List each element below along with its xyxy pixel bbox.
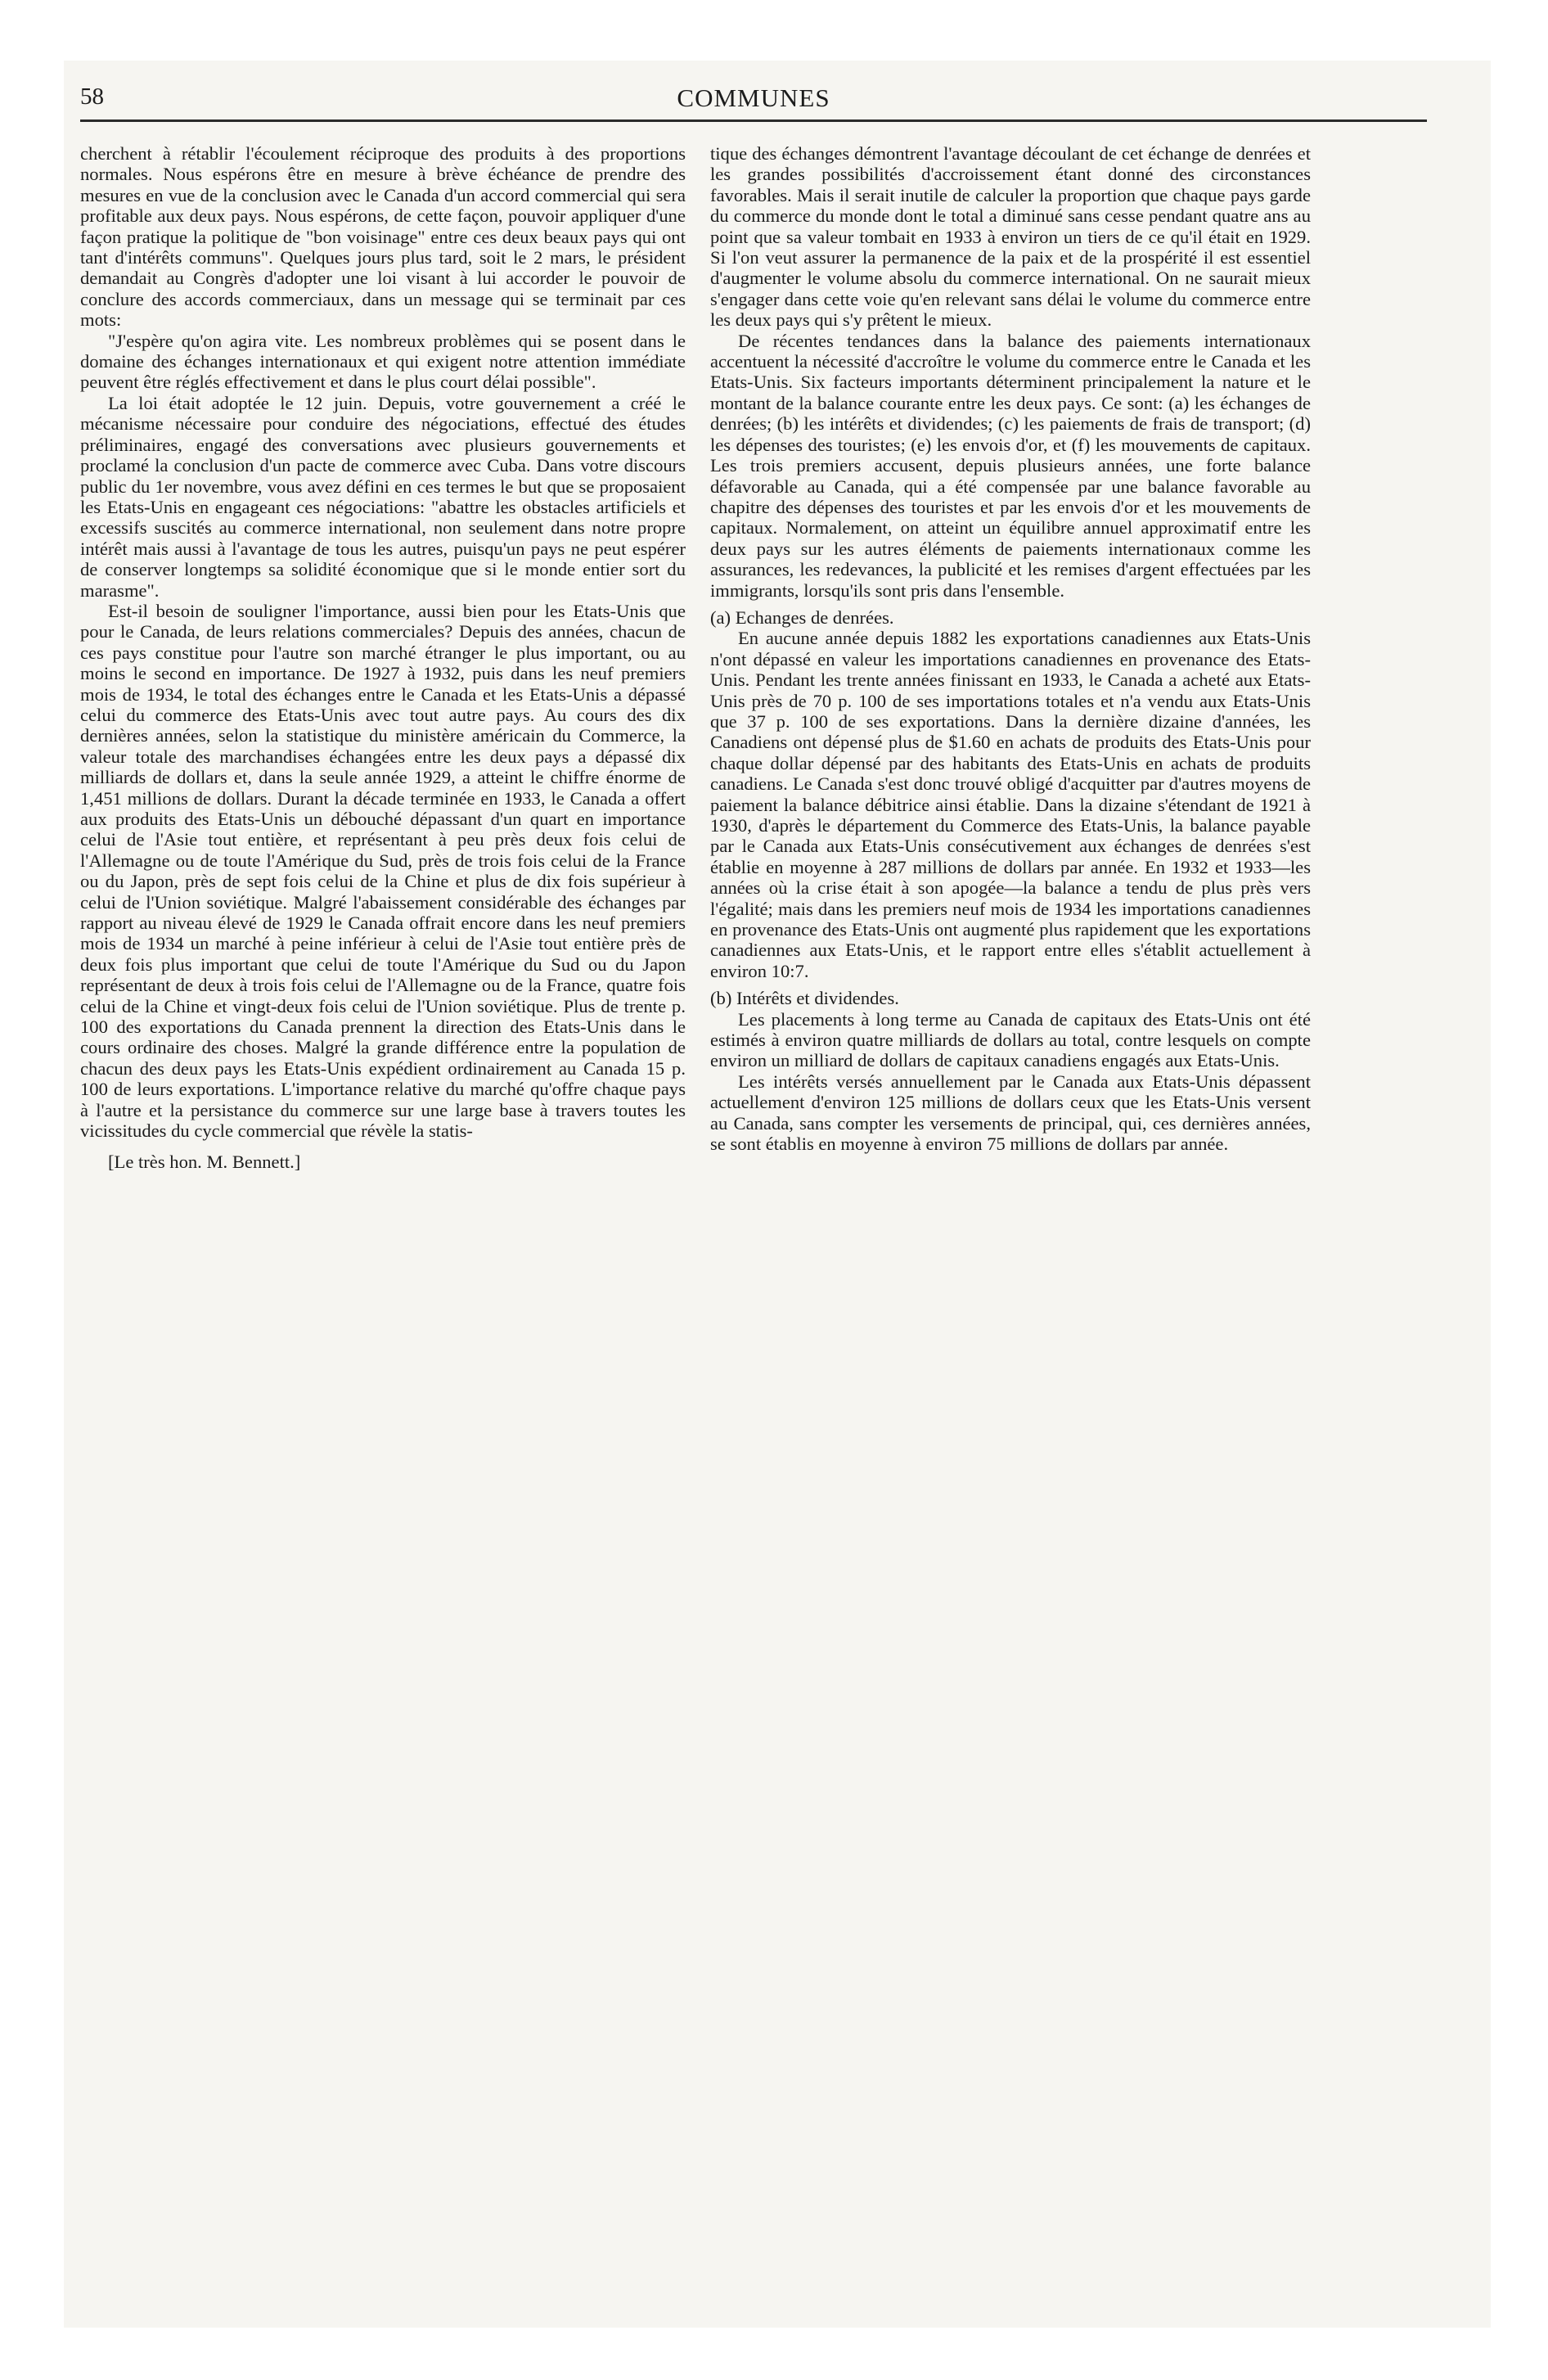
page-number: 58 xyxy=(80,83,104,110)
right-column xyxy=(710,143,1311,1155)
paragraph: Les intérêts versés annuellement par le Canada aux Etats-Unis dépassent actuellement d'environ 125 millions de dollars ceux que les Etats-Unis versent au Canada, sans compter les versements de principal, qui, ces dernières années, se sont établis en moyenne à environ 75 millions de dollars par année. xyxy=(710,1071,1311,1155)
paragraph: En aucune année depuis 1882 les exportations canadiennes aux Etats-Unis n'ont dépassé en valeur les importations canadiennes en provenance des Etats-Unis. Pendant les trente années finissant en 1933, le Canada a acheté aux Etats-Unis près de 70 p. 100 de ses importations totales et n'a vendu aux Etats-Unis que 37 p. 100 de ses exportations. Dans la dernière dizaine d'années, les Canadiens ont dépensé plus de $1.60 en achats de produits des Etats-Unis pour chaque dollar dépensé par des habitants des Etats-Unis en achats de produits canadiens. Le Canada s'est donc trouvé obligé d'acquitter par d'autres moyens de paiement la balance débitrice ainsi établie. Dans la dizaine s'étendant de 1921 à 1930, d'après le département du Commerce des Etats-Unis, la balance payable par le Canada aux Etats-Unis consécutivement aux échanges de denrées s'est établie en moyenne à 287 millions de dollars par année. En 1932 et 1933—les années où la crise était à son apogée—la balance a tendu de plus près vers l'égalité; mais dans les premiers neuf mois de 1934 les importations canadiennes en provenance des Etats-Unis ont augmenté plus rapidement que les exportations canadiennes aux Etats-Unis, et le rapport entre elles s'établit actuellement à environ 10:7. xyxy=(710,628,1311,981)
paragraph: Est-il besoin de souligner l'importance, aussi bien pour les Etats-Unis que pour le Canada, de leurs relations commerciales? Depuis des années, chacun de ces pays constitue pour l'autre son marché étranger le plus important, ou au moins le second en importance. De 1927 à 1932, puis dans les neuf premiers mois de 1934, le total des échanges entre le Canada et les Etats-Unis a dépassé celui du commerce des Etats-Unis avec tout autre pays. Au cours des dix dernières années, selon la statistique du ministère américain du Commerce, la valeur totale des marchandises échangées entre les deux pays a dépassé dix milliards de dollars et, dans la seule année 1929, a atteint le chiffre énorme de 1,451 millions de dollars. Durant la décade terminée en 1933, le Canada a offert aux produits des Etats-Unis un débouché dépassant d'un quart en importance celui de l'Asie tout entière, et représentant à peu près deux fois celui de l'Allemagne ou de toute l'Amérique du Sud, près de trois fois celui de la France ou du Japon, près de sept fois celui de la Chine et plus de dix fois supérieur à celui de l'Union soviétique. Malgré l'abaissement considérable des échanges par rapport au niveau élevé de 1929 le Canada offrait encore dans les neuf premiers mois de 1934 un marché à peine inférieur à celui de l'Asie tout entière près de deux fois plus important que celui de toute l'Amérique du Sud ou du Japon représentant de deux à trois fois celui de l'Allemagne ou de la France, quatre fois celui de la Chine et vingt-deux fois celui de l'Union soviétique. Plus de trente p. 100 des exportations du Canada prennent la direction des Etats-Unis dans le cours ordinaire des choses. Malgré la grande différence entre la population de chacun des deux pays les Etats-Unis expédient ordinairement au Canada 15 p. 100 de leurs exportations. L'importance relative du marché qu'offre chaque pays à l'autre et la persistance du commerce sur une large base à travers toutes les vicissitudes du cycle commercial que révèle la statis- xyxy=(80,600,686,1142)
paragraph: Les placements à long terme au Canada de capitaux des Etats-Unis ont été estimés à environ quatre milliards de dollars au total, contre lesquels on compte environ un milliard de dollars de capitaux canadiens engagés aux Etats-Unis. xyxy=(710,1008,1311,1071)
paragraph: La loi était adoptée le 12 juin. Depuis, votre gouvernement a créé le mécanisme nécessaire pour conduire des négociations, effectué des études préliminaires, engagé des conversations avec plusieurs gouvernements et proclamé la conclusion d'un pacte de commerce avec Cuba. Dans votre discours public du 1er novembre, vous avez défini en ces termes le but que se proposaient les Etats-Unis en engageant ces négociations: "abattre les obstacles artificiels et excessifs suscités au commerce international, non seulement dans notre propre intérêt mais aussi à l'avantage de tous les autres, puisqu'un pays ne peut espérer de conserver longtemps sa solidité économique que si le monde entier sort du marasme". xyxy=(80,392,686,601)
section-heading: (a) Echanges de denrées. xyxy=(710,606,894,628)
paragraph: "J'espère qu'on agira vite. Les nombreux problèmes qui se posent dans le domaine des échanges internationaux et qui exigent notre attention immédiate peuvent être réglés effectivement et dans le plus court délai possible". xyxy=(80,330,686,393)
running-title: COMMUNES xyxy=(677,83,830,112)
paragraph: tique des échanges démontrent l'avantage découlant de cet échange de denrées et les grandes possibilités d'accroissement étant donné des circonstances favorables. Mais il serait inutile de calculer la proportion que chaque pays garde du commerce du monde dont le total a diminué sans cesse pendant quatre ans au point que sa valeur tombait en 1933 à environ un tiers de ce qu'il était en 1929. Si l'on veut assurer la permanence de la paix et de la prospérité il est essentiel d'augmenter le volume absolu du commerce international. On ne saurait mieux s'engager dans cette voie qu'en relevant sans délai le volume du commerce entre les deux pays qui s'y prêtent le mieux. xyxy=(710,143,1311,331)
speaker-marker: [Le très hon. M. Bennett.] xyxy=(108,1151,301,1172)
page-header xyxy=(80,83,1427,122)
paragraph: cherchent à rétablir l'écoulement réciproque des produits à des proportions normales. Nous espérons être en mesure à brève échéance de prendre des mesures en vue de la conclusion avec le Canada d'un accord commercial qui sera profitable aux deux pays. Nous espérons, de cette façon, pouvoir appliquer d'une façon pratique la politique de "bon voisinage" entre ces deux beaux pays qui ont tant d'intérêts communs". Quelques jours plus tard, soit le 2 mars, le président demandait au Congrès d'adopter une loi visant à lui accorder le pouvoir de conclure des accords commerciaux, dans un message qui se terminait par ces mots: xyxy=(80,143,686,331)
paragraph: De récentes tendances dans la balance des paiements internationaux accentuent la nécessité d'accroître le volume du commerce entre le Canada et les Etats-Unis. Six facteurs importants déterminent principalement la nature et le montant de la balance courante entre les deux pays. Ce sont: (a) les échanges de denrées; (b) les intérêts et dividendes; (c) les paiements de frais de transport; (d) les dépenses des touristes; (e) les envois d'or, et (f) les mouvements de capitaux. Les trois premiers accusent, depuis plusieurs années, une forte balance défavorable au Canada, qui a été compensée par une balance favorable au chapitre des dépenses des touristes et par les envois d'or et les mouvements de capitaux. Normalement, on atteint un équilibre annuel approximatif entre les deux pays sur les autres éléments de paiements internationaux comme les assurances, les redevances, la publicité et les remises d'argent effectuées par les immigrants, lorsqu'ils sont pris dans l'ensemble. xyxy=(710,330,1311,601)
left-column xyxy=(80,143,686,1172)
section-heading: (b) Intérêts et dividendes. xyxy=(710,988,899,1009)
